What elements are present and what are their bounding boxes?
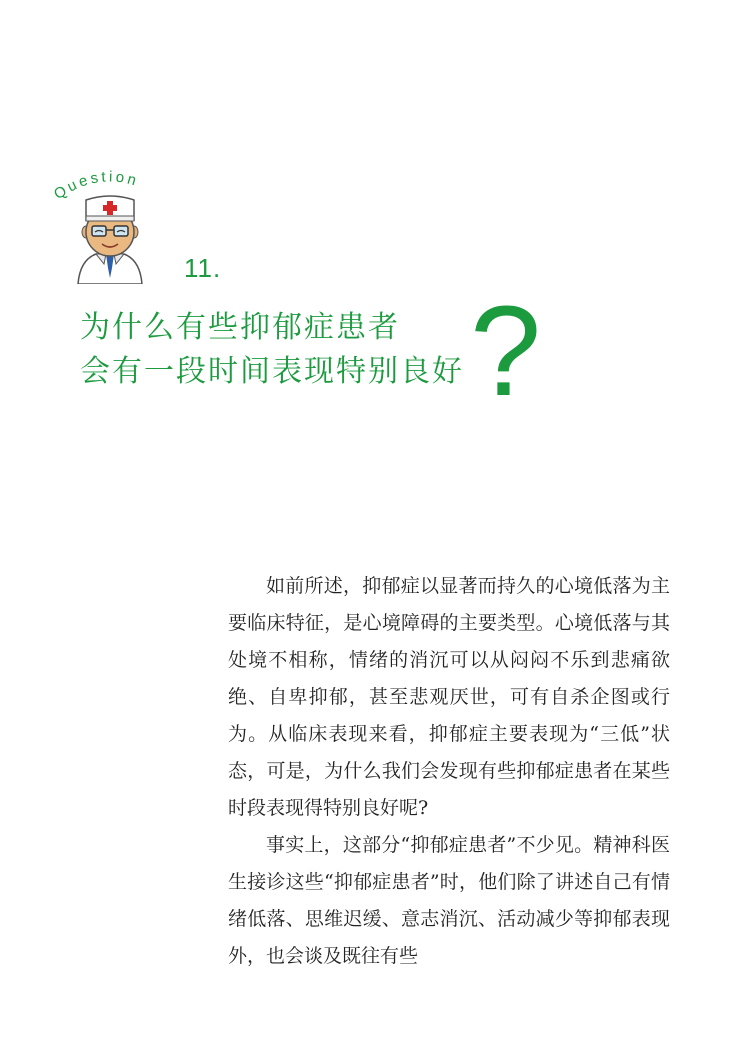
question-number: 11. xyxy=(184,253,222,283)
paragraph-1: 如前所述，抑郁症以显著而持久的心境低落为主要临床特征，是心境障碍的主要类型。心境低落与其处境不相称，情绪的消沉可以从闷闷不乐到悲痛欲绝、自卑抑郁，甚至悲观厌世，可有自杀企图或行为。从临床表现来看，抑郁症主要表现为“三低”状态，可是，为什么我们会发现有些抑郁症患者在某些时段表现得特别良好呢? xyxy=(228,575,670,819)
title-line-2: 会有一段时间表现特别良好 xyxy=(80,354,464,389)
question-word: Question xyxy=(50,168,141,204)
doctor-avatar-icon xyxy=(72,188,148,284)
paragraph-2: 事实上，这部分“抑郁症患者”不少见。精神科医生接诊这些“抑郁症患者”时，他们除了讲述自己有情绪低落、思维迟缓、意志消沉、活动减少等抑郁表现外，也会谈及既往有些 xyxy=(228,834,670,967)
body-text xyxy=(228,568,670,975)
question-mark-icon: ? xyxy=(470,280,542,423)
page-title xyxy=(80,306,464,394)
title-line-1: 为什么有些抑郁症患者 xyxy=(80,310,400,345)
